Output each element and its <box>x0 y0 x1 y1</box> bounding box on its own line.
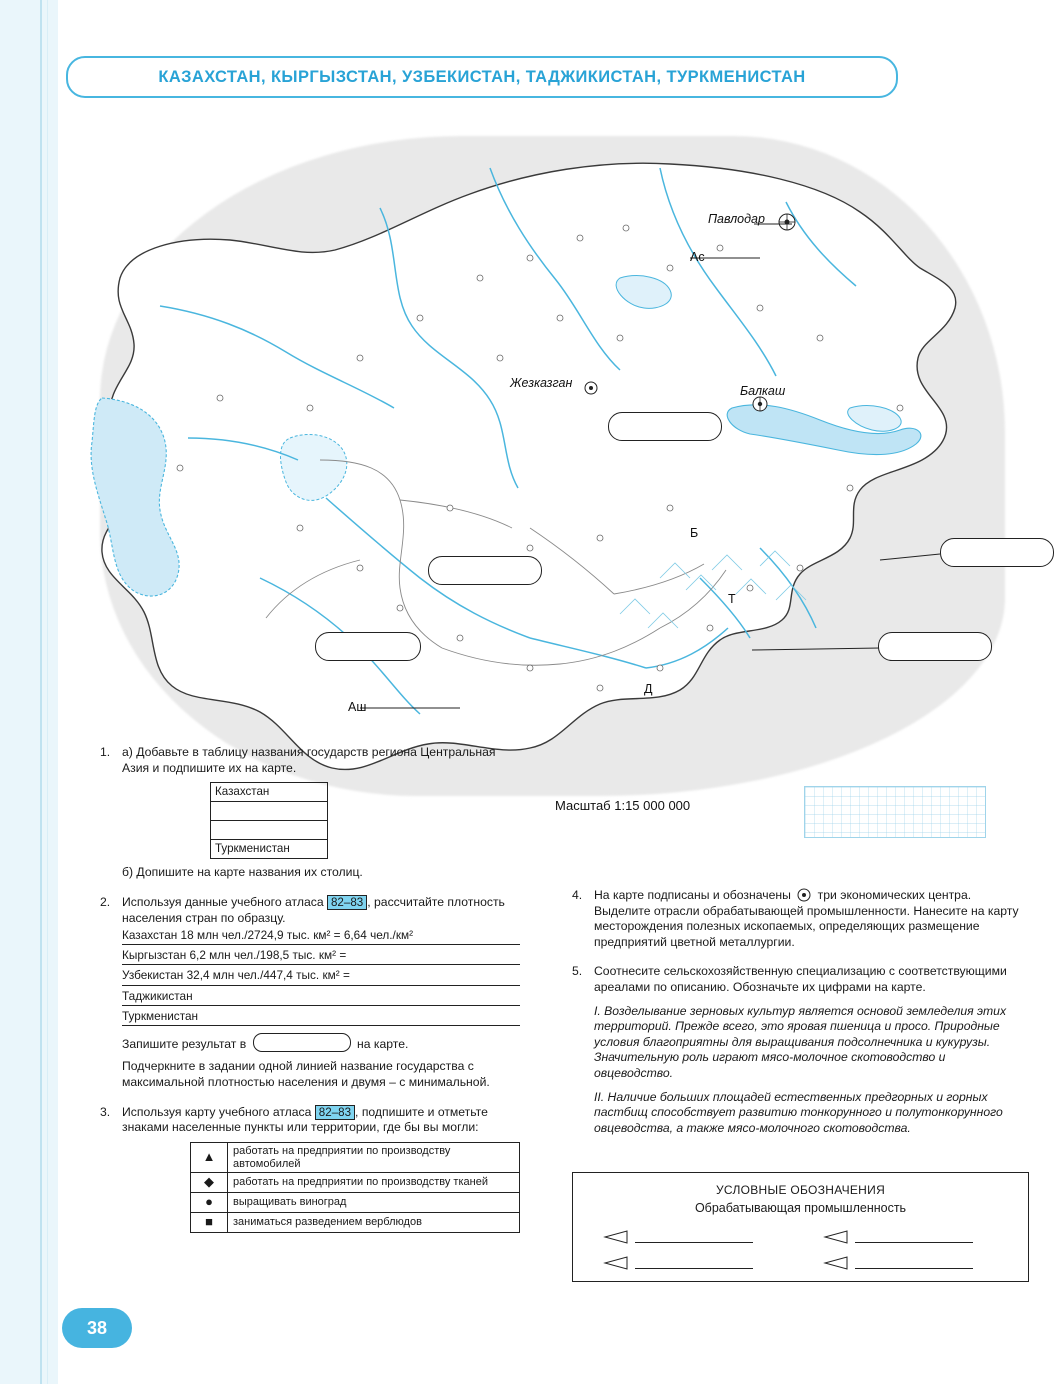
diamond-icon: ◆ <box>191 1173 228 1193</box>
atlas-pages-badge-2[interactable]: 82–83 <box>315 1105 355 1120</box>
binding-strip <box>0 0 58 1384</box>
flag-left-icon <box>821 1255 849 1271</box>
density-row-turkmenistan[interactable]: Туркменистан <box>122 1009 520 1026</box>
density-row-kyrgyzstan[interactable]: Кыргызстан 6,2 млн чел./198,5 тыс. км² = <box>122 948 520 965</box>
task-1-number: 1. <box>100 745 111 759</box>
task-2-intro <box>122 895 520 926</box>
signs-label-3: выращивать виноград <box>228 1193 520 1213</box>
task-1 <box>100 745 520 881</box>
task-2-result-before: Запишите результат в <box>122 1036 247 1051</box>
state-cell-2[interactable] <box>211 802 328 821</box>
task-3-text <box>122 1105 520 1136</box>
map-answer-oval-2[interactable] <box>428 556 542 585</box>
map-letter-b: Б <box>690 526 699 540</box>
page-number-badge <box>62 1308 132 1348</box>
task-2-intro-before: Используя данные учебного атласа <box>122 894 324 909</box>
signs-label-4: заниматься разведением верблюдов <box>228 1213 520 1233</box>
map-letter-ash: Аш <box>348 700 367 714</box>
states-table[interactable] <box>210 782 328 859</box>
table-row[interactable] <box>211 802 328 821</box>
outline-map <box>60 108 1045 798</box>
square-icon: ■ <box>191 1213 228 1233</box>
circle-icon: ● <box>191 1193 228 1213</box>
legend-subtitle: Обрабатывающая промышленность <box>694 1201 907 1215</box>
table-row[interactable] <box>211 783 328 802</box>
task-3-text-after: , подпишите и отметьте знаками населенные пункты или территории, где бы вы могли: <box>122 1104 488 1135</box>
legend-title: УСЛОВНЫЕ ОБОЗНАЧЕНИЯ <box>715 1183 886 1197</box>
task-4 <box>572 888 1027 950</box>
task-4-text-b: три экономических центра. Выделите отрасли обрабатывающей промышленности. Нанесите на карту месторождения полезных ископаемых, определяющих размещение предприятий цветной металлургии. <box>594 888 1019 949</box>
flag-left-icon <box>821 1229 849 1245</box>
table-row[interactable] <box>211 840 328 859</box>
table-row[interactable] <box>191 1143 520 1173</box>
task-1b-text: б) Допишите на карте названия их столиц. <box>122 865 363 880</box>
task-2-intro-after: , рассчитайте плотность населения стран по образцу. <box>122 894 505 925</box>
table-row[interactable] <box>191 1173 520 1193</box>
task-2-result-after: на карте. <box>357 1036 409 1051</box>
map-answer-oval-5[interactable] <box>878 632 992 661</box>
atlas-pages-badge[interactable]: 82–83 <box>327 895 367 910</box>
task-3-number: 3. <box>100 1104 111 1119</box>
density-row-uzbekistan[interactable]: Узбекистан 32,4 млн чел./447,4 тыс. км² = <box>122 968 520 985</box>
task-5 <box>572 964 1027 1136</box>
map-letter-t: Т <box>728 592 736 606</box>
legend-entry-2[interactable] <box>601 1255 753 1271</box>
page-title: КАЗАХСТАН, КЫРГЫЗСТАН, УЗБЕКИСТАН, ТАДЖИКИСТАН, ТУРКМЕНИСТАН <box>158 67 806 86</box>
flag-left-icon <box>601 1255 629 1271</box>
task-4-text-a: На карте подписаны и обозначены <box>594 888 791 902</box>
task-2 <box>100 895 520 1091</box>
economic-center-icon <box>797 888 811 902</box>
density-row-tajikistan[interactable]: Таджикистан <box>122 989 520 1006</box>
map-label-balkash: Балкаш <box>740 384 786 398</box>
map-answer-oval-3[interactable] <box>315 632 421 661</box>
flag-left-icon <box>601 1229 629 1245</box>
triangle-icon: ▲ <box>191 1143 228 1173</box>
page-number: 38 <box>86 1317 108 1338</box>
signs-label-2: работать на предприятии по производству тканей <box>228 1173 520 1193</box>
task-1a-text: а) Добавьте в таблицу названия государств региона Центральная Азия и подпишите их на карте. <box>122 745 496 775</box>
legend-box <box>572 1172 1029 1282</box>
grid-inset <box>804 786 986 838</box>
state-cell-1[interactable]: Казахстан <box>211 783 328 802</box>
table-row[interactable] <box>191 1213 520 1233</box>
task-2-note: Подчеркните в задании одной линией название государства с максимальной плотностью населения и двумя – с минимальной. <box>122 1059 490 1089</box>
table-row[interactable] <box>211 821 328 840</box>
signs-label-1: работать на предприятии по производству автомобилей <box>228 1143 520 1173</box>
task-5-text: Соотнесите сельскохозяйственную специализацию с соответствующими ареалами по описанию. Обозначьте их цифрами на карте. <box>594 964 1007 995</box>
table-row[interactable] <box>191 1193 520 1213</box>
map-letter-d: Д <box>644 682 653 696</box>
map-scale: Масштаб 1:15 000 000 <box>555 798 691 813</box>
map-label-zhezkazgan: Жезказган <box>510 376 573 390</box>
task-4-number: 4. <box>572 888 583 902</box>
task-5-number: 5. <box>572 964 583 979</box>
task-2-result <box>122 1033 520 1053</box>
legend-blank-2[interactable] <box>635 1258 753 1269</box>
legend-blank-3[interactable] <box>855 1232 973 1243</box>
legend-entry-4[interactable] <box>821 1255 973 1271</box>
state-cell-4[interactable]: Туркменистан <box>211 840 328 859</box>
page-title-banner <box>66 56 898 98</box>
legend-entry-1[interactable] <box>601 1229 753 1245</box>
task-5-item-2: II. Наличие больших площадей естественных предгорных и горных пастбищ способствует развитию тонкорунного и полутонкорунного овцеводства, а также мясо-молочного скотоводства. <box>594 1089 1003 1135</box>
map-letter-as: Ас <box>690 250 705 264</box>
task-5-item-1: I. Возделывание зерновых культур является основой земледелия этих территорий. Прежде всего, это яровая пшеница и просо. Природные условия благоприятны для выращивания подсолнечника и кукурузы. Значительную роль играют мясо-молочное скотоводство и овцеводство. <box>594 1003 1007 1081</box>
tasks-left-column <box>100 745 520 1244</box>
density-row-kazakhstan[interactable]: Казахстан 18 млн чел./2724,9 тыс. км² = 6,64 чел./км² <box>122 928 520 945</box>
legend-blank-1[interactable] <box>635 1232 753 1243</box>
signs-table <box>190 1142 520 1233</box>
legend-rows <box>573 1229 1028 1277</box>
legend-blank-4[interactable] <box>855 1258 973 1269</box>
map-label-pavlodar: Павлодар <box>708 212 765 226</box>
map-answer-oval-4[interactable] <box>940 538 1054 567</box>
state-cell-3[interactable] <box>211 821 328 840</box>
map-container <box>60 108 1045 813</box>
grid-inset-lines <box>805 787 985 837</box>
result-input-oval[interactable] <box>253 1033 351 1052</box>
legend-entry-3[interactable] <box>821 1229 973 1245</box>
task-3-text-before: Используя карту учебного атласа <box>122 1104 312 1119</box>
tasks-right-column <box>572 888 1027 1148</box>
task-2-number: 2. <box>100 894 111 909</box>
map-answer-oval-1[interactable] <box>608 412 722 441</box>
task-3 <box>100 1105 520 1234</box>
